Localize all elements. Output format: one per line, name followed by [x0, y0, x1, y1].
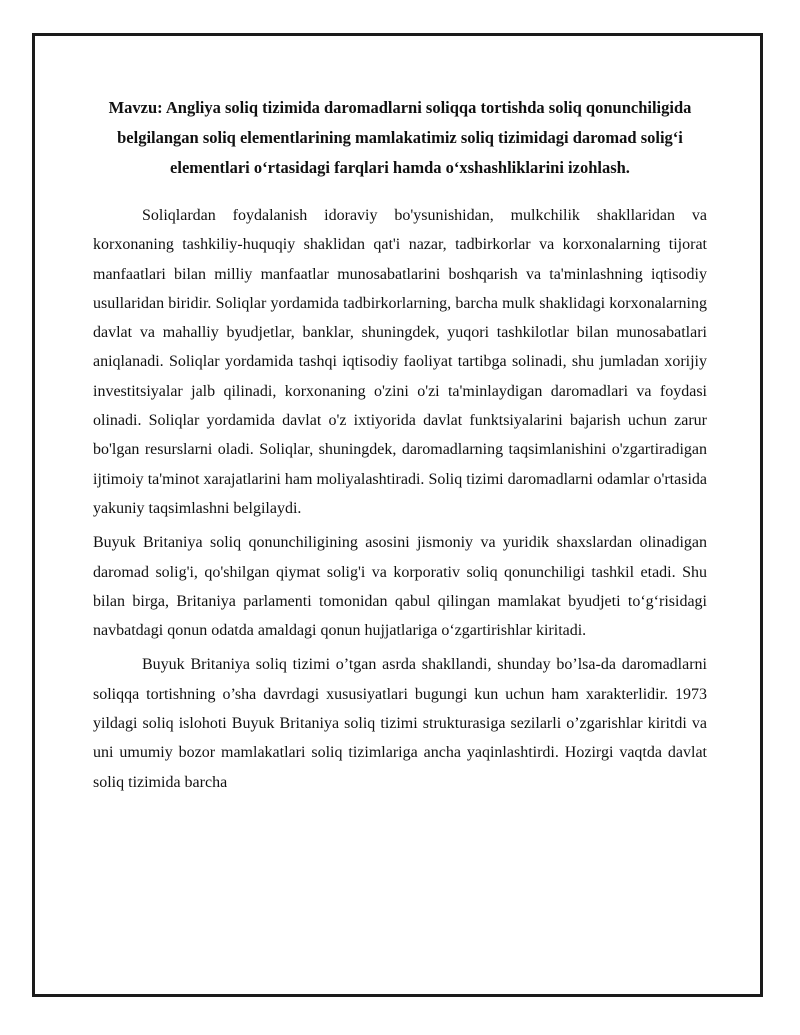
- document-title: Mavzu: Angliya soliq tizimida daromadlarni soliqqa tortishda soliq qonunchiligida belgilangan soliq elementlarining mamlakatimiz soliq tizimidagi daromad solig‘i elementlari o‘rtasidagi farqlari hamda o‘xshashliklarini izohlash.: [108, 98, 692, 177]
- paragraph-2: Buyuk Britaniya soliq qonunchiligining asosini jismoniy va yuridik shaxslardan olinadigan daromad solig'i, qo'shilgan qiymat solig'i va korporativ soliq qonunchiligi tashkil etadi. Shu bilan birga, Britaniya parlamenti tomonidan qabul qilingan mamlakat byudjeti to‘g‘risidagi navbatdagi qonun odatda amaldagi qonun hujjatlariga o‘zgartirishlar kiritadi.: [93, 534, 707, 640]
- document-body: [93, 93, 707, 802]
- paragraph-1: Soliqlardan foydalanish idoraviy bo'ysunishidan, mulkchilik shakllaridan va korxonaning tashkiliy-huquqiy shaklidan qat'i nazar, tadbirkorlar va korxonalarning tijorat manfaatlari bilan milliy manfaatlar munosabatlarini boshqarish va ta'minlashning iqtisodiy usullaridan biridir. Soliqlar yordamida tadbirkorlarning, barcha mulk shaklidagi korxonalarning davlat va mahalliy byudjetlar, banklar, shuningdek, yuqori tashkilotlar bilan munosabatlari aniqlanadi. Soliqlar yordamida tashqi iqtisodiy faoliyat tartibga solinadi, shu jumladan xorijiy investitsiyalar jalb qilinadi, korxonaning o'zini o'zi ta'minlaydigan daromadlari va foydasi olinadi. Soliqlar yordamida davlat o'z ixtiyorida davlat funktsiyalarini bajarish uchun zarur bo'lgan resurslarni oladi. Soliqlar, shuningdek, daromadlarning taqsimlanishini o'zgartiradigan ijtimoiy ta'minot xarajatlarini ham moliyalashtiradi. Soliq tizimi daromadlarni odamlar o'rtasida yakuniy taqsimlashni belgilaydi.: [93, 207, 707, 517]
- paragraph-3: Buyuk Britaniya soliq tizimi o’tgan asrda shakllandi, shunday bo’lsa-da daromadlarni soliqqa tortishning o’sha davrdagi xususiyatlari bugungi kun uchun ham xarakterlidir. 1973 yildagi soliq islohoti Buyuk Britaniya soliq tizimi strukturasiga sezilarli o’zgarishlar kiritdi va uni umumiy bozor mamlakatlari soliq tizimlariga ancha yaqinlashtirdi. Hozirgi vaqtda davlat soliq tizimida barcha: [93, 656, 707, 791]
